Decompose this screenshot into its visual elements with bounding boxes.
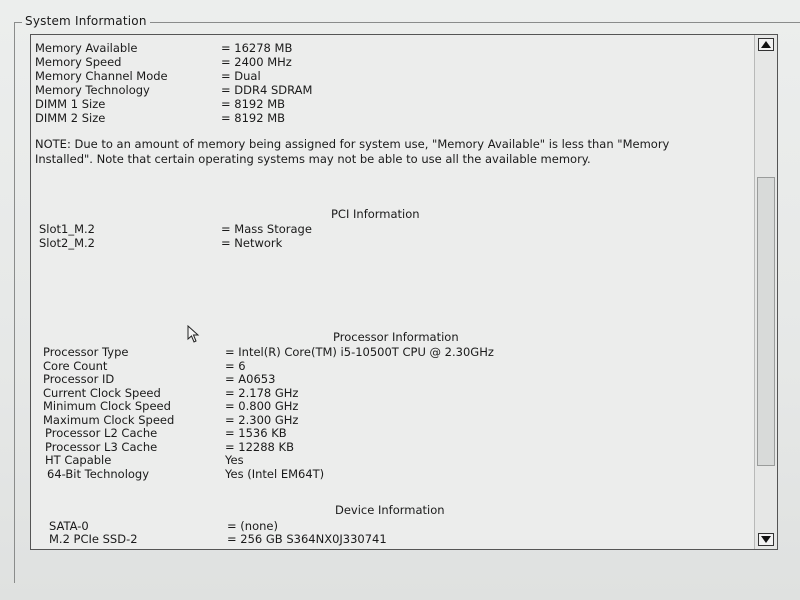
memory-label: DIMM 1 Size — [35, 97, 106, 111]
memory-value: = 16278 MB — [221, 41, 293, 55]
pci-value: = Mass Storage — [221, 222, 312, 236]
group-title: System Information — [22, 14, 150, 28]
memory-label: Memory Available — [35, 41, 138, 55]
processor-value: = 12288 KB — [225, 440, 294, 454]
memory-note: NOTE: Due to an amount of memory being assigned for system use, "Memory Available" is less than "Memory Installed". Note that certain operating systems may not be able to use all the available memory. — [35, 137, 670, 166]
vertical-scrollbar[interactable] — [754, 35, 777, 549]
memory-value: = 8192 MB — [221, 111, 286, 125]
triangle-down-icon — [761, 536, 771, 543]
device-label: M.2 PCIe SSD-2 — [49, 532, 138, 546]
memory-value: = 2400 MHz — [221, 55, 292, 69]
processor-label: Current Clock Speed — [43, 386, 161, 400]
processor-label: Core Count — [43, 359, 108, 373]
memory-value: = Dual — [221, 69, 261, 83]
pci-value: = Network — [221, 236, 283, 250]
memory-label: Memory Channel Mode — [35, 69, 168, 83]
processor-section-title: Processor Information — [333, 330, 459, 344]
pci-label: Slot2_M.2 — [39, 236, 96, 250]
triangle-up-icon — [761, 41, 771, 48]
device-label: SATA-0 — [49, 519, 89, 533]
processor-label: Maximum Clock Speed — [43, 413, 175, 427]
processor-value: = 0.800 GHz — [225, 399, 299, 413]
processor-value: Yes — [225, 453, 244, 467]
device-value: = (none) — [227, 519, 278, 533]
processor-label: Processor L3 Cache — [45, 440, 158, 454]
memory-value: = DDR4 SDRAM — [221, 83, 313, 97]
memory-value: = 8192 MB — [221, 97, 286, 111]
processor-value: = 2.300 GHz — [225, 413, 299, 427]
processor-value: = Intel(R) Core(TM) i5-10500T CPU @ 2.30GHz — [225, 345, 494, 359]
processor-label: HT Capable — [45, 453, 112, 467]
pci-label: Slot1_M.2 — [39, 222, 96, 236]
processor-value: Yes (Intel EM64T) — [225, 467, 325, 481]
processor-value: = A0653 — [225, 372, 276, 386]
pci-section-title: PCI Information — [331, 207, 420, 221]
device-value: = 256 GB S364NX0J330741 — [227, 532, 387, 546]
processor-value: = 1536 KB — [225, 426, 287, 440]
scroll-up-button[interactable] — [758, 38, 774, 51]
processor-label: Processor Type — [43, 345, 129, 359]
mouse-pointer-icon — [187, 325, 201, 343]
memory-label: Memory Speed — [35, 55, 122, 69]
scroll-down-button[interactable] — [758, 533, 774, 546]
processor-label: Minimum Clock Speed — [43, 399, 171, 413]
info-panel[interactable] — [30, 34, 778, 550]
memory-label: DIMM 2 Size — [35, 111, 106, 125]
device-section-title: Device Information — [335, 503, 445, 517]
processor-value: = 6 — [225, 359, 246, 373]
processor-label: Processor L2 Cache — [45, 426, 158, 440]
processor-label: Processor ID — [43, 372, 115, 386]
processor-label: 64-Bit Technology — [47, 467, 150, 481]
memory-label: Memory Technology — [35, 83, 150, 97]
scroll-thumb[interactable] — [757, 177, 775, 466]
info-content — [31, 35, 753, 549]
processor-value: = 2.178 GHz — [225, 386, 299, 400]
